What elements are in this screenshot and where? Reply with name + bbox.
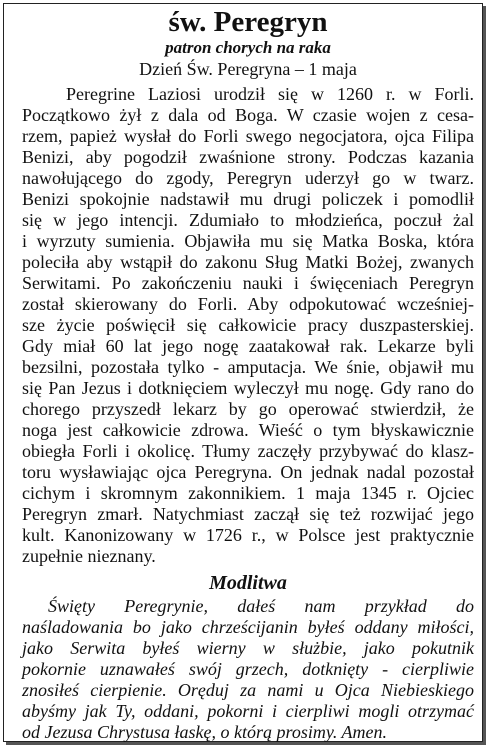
body-line: Peregrine Laziosi urodził się w 1260 r. w Forli. (66, 84, 474, 104)
body-line: toru wysławiając ojca Peregryna. On jednak nadal pozostał (22, 462, 474, 482)
body-line: noga jest całkowicie zdrowa. Wieść o tym błyskawicznie (22, 420, 474, 440)
body-line: Benizi spokojnie nadstawił mu drugi policzek i pomodlił (22, 189, 474, 209)
body-line: Peregryn zmarł. Natychmiast zaczął się też rozwijać jego (22, 504, 474, 524)
body-line: i wyrzuty sumienia. Objawiła mu się Matka Boska, która (22, 231, 474, 251)
prayer-line: abyśmy jak Ty, oddani, pokorni i cierpliwi mogli otrzymać (22, 701, 474, 721)
page-title: św. Peregryn (168, 6, 328, 38)
body-line: bezsilni, pozostała tylko - amputacja. We śnie, objawił mu (22, 357, 474, 377)
body-line: Serwitami. Po zakończeniu nauki i święceniach Peregryn (22, 273, 474, 293)
body-line: się w jego intencji. Zdumiało to młodzieńca, poczuł żal (22, 210, 474, 230)
body-line: Gdy miał 60 lat jego nogę zaatakował rak. Lekarze byli (22, 336, 474, 356)
prayer-line: Święty Peregrynie, dałeś nam przykład do (48, 596, 474, 616)
body-line: Benizi, aby pogodził zwaśnione strony. Podczas kazania (22, 147, 474, 167)
body-line: zupełnie nieznany. (22, 546, 156, 566)
biography-text (22, 84, 474, 567)
body-line: rzem, papież wysłał do Forli swego negocjatora, ojca Filipa (22, 126, 474, 146)
body-line: sze życie poświęcił się całkowicie pracy duszpasterskiej. (22, 315, 474, 335)
body-line: chorego przyszedł lekarz by go operować stwierdził, że (22, 399, 474, 419)
prayer-line: od Jezusa Chrystusa łaskę, o którą prosimy. Amen. (22, 722, 387, 742)
card-frame (3, 3, 483, 742)
body-line: nawołującego do zgody, Peregryn uderzył go w twarz. (22, 168, 474, 188)
body-line: kult. Kanonizowany w 1726 r., w Polsce jest praktycznie (22, 525, 474, 545)
body-line: Początkowo żył z dala od Boga. W czasie wojen z cesa- (22, 105, 474, 125)
subtitle: patron chorych na raka (165, 38, 331, 57)
prayer-title: Modlitwa (209, 572, 287, 594)
body-line: został skierowany do Forli. Aby odpokutować wcześniej- (22, 294, 474, 314)
body-line: się Pan Jezus i dotknięciem wyleczył mu nogę. Gdy rano do (22, 378, 474, 398)
feast-date: Dzień Św. Peregryna – 1 maja (139, 59, 357, 79)
card-content (22, 6, 474, 743)
prayer-line: pokornie uznawałeś swój grzech, dotknięty - cierpliwie (22, 659, 474, 679)
prayer-line: naśladowania bo jako chrześcijanin byłeś oddany miłości, (22, 617, 474, 637)
prayer-line: znosiłeś cierpienie. Oręduj za nami u Ojca Niebieskiego (22, 680, 474, 700)
body-line: poleciła aby wstąpił do zakonu Sług Matki Bożej, zwanych (22, 252, 474, 272)
prayer-line: jako Serwita byłeś wierny w służbie, jako pokutnik (22, 638, 474, 658)
body-line: obiegła Forli i okolicę. Tłumy zaczęły przybywać do klasz- (22, 441, 474, 461)
body-line: cichym i skromnym zakonnikiem. 1 maja 1345 r. Ojciec (22, 483, 474, 503)
prayer-text (22, 596, 474, 743)
